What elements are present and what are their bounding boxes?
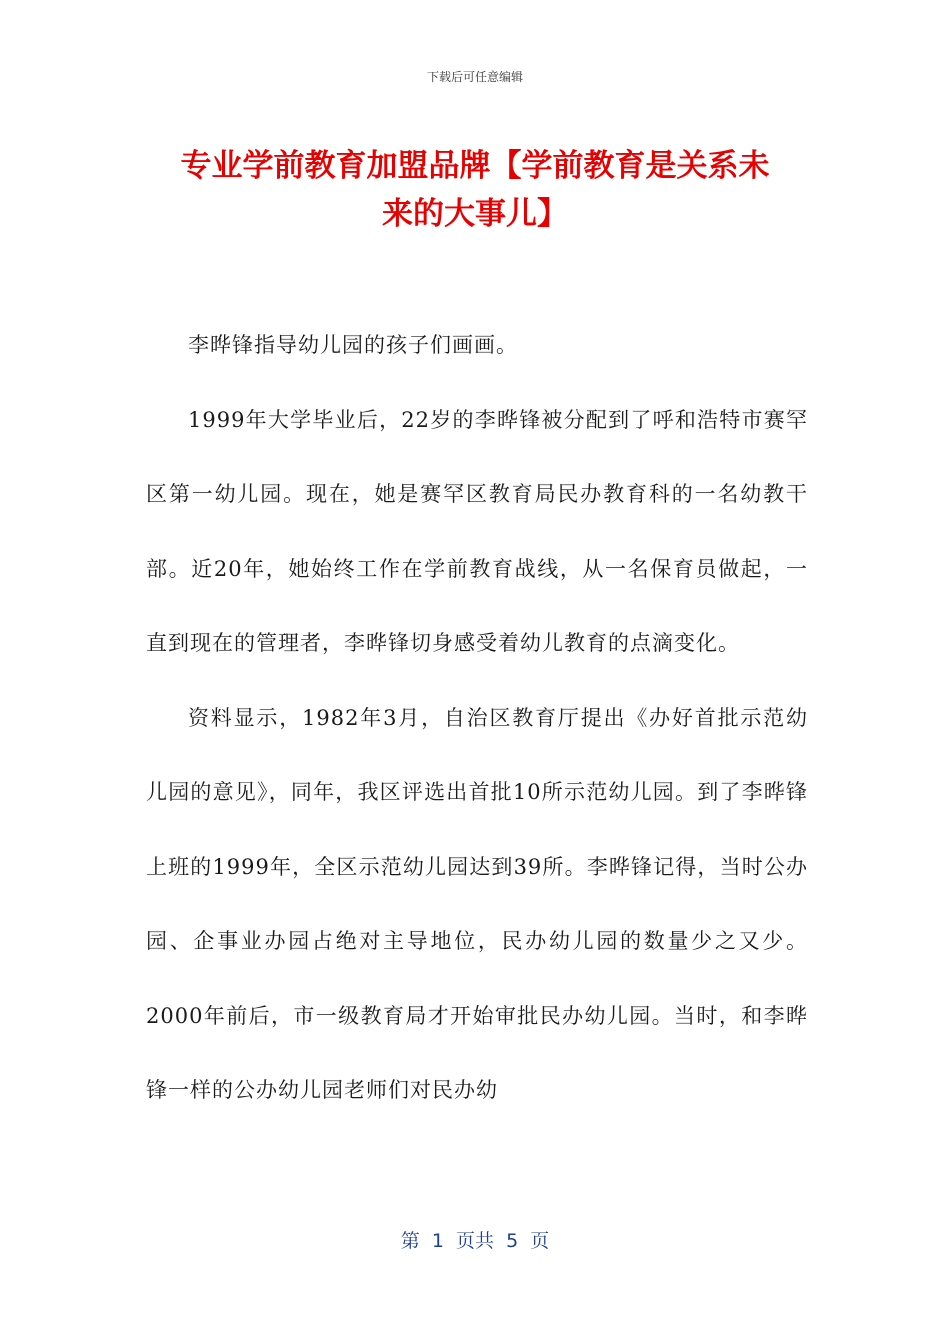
paragraph: 资料显示，1982年3月，自治区教育厅提出《办好首批示范幼儿园的意见》，同年，我区评选出首批10所示范幼儿园。到了李晔锋上班的1999年，全区示范幼儿园达到39所。李晔锋记得，当时公办园、企事业办园占绝对主导地位，民办幼儿园的数量少之又少。2000年前后，市一级教育局才开始审批民办幼儿园。当时，和李晔锋一样的公办幼儿园老师们对民办幼: [146, 705, 808, 1102]
paragraph: 李晔锋指导幼儿园的孩子们画画。: [188, 333, 518, 357]
page-number-footer: 第 1 页共 5 页: [400, 1230, 550, 1252]
document-body: [146, 308, 808, 1128]
document-title-line-2: 来的大事儿】: [382, 196, 568, 232]
header-note: 下载后可任意编辑: [426, 70, 523, 84]
document-title: [140, 142, 810, 238]
paragraph: 1999年大学毕业后，22岁的李晔锋被分配到了呼和浩特市赛罕区第一幼儿园。现在，她是赛罕区教育局民办教育科的一名幼教干部。近20年，她始终工作在学前教育战线，从一名保育员做起，一直到现在的管理者，李晔锋切身感受着幼儿教育的点滴变化。: [146, 407, 808, 655]
document-title-line-1: 专业学前教育加盟品牌【学前教育是关系未: [180, 148, 770, 184]
